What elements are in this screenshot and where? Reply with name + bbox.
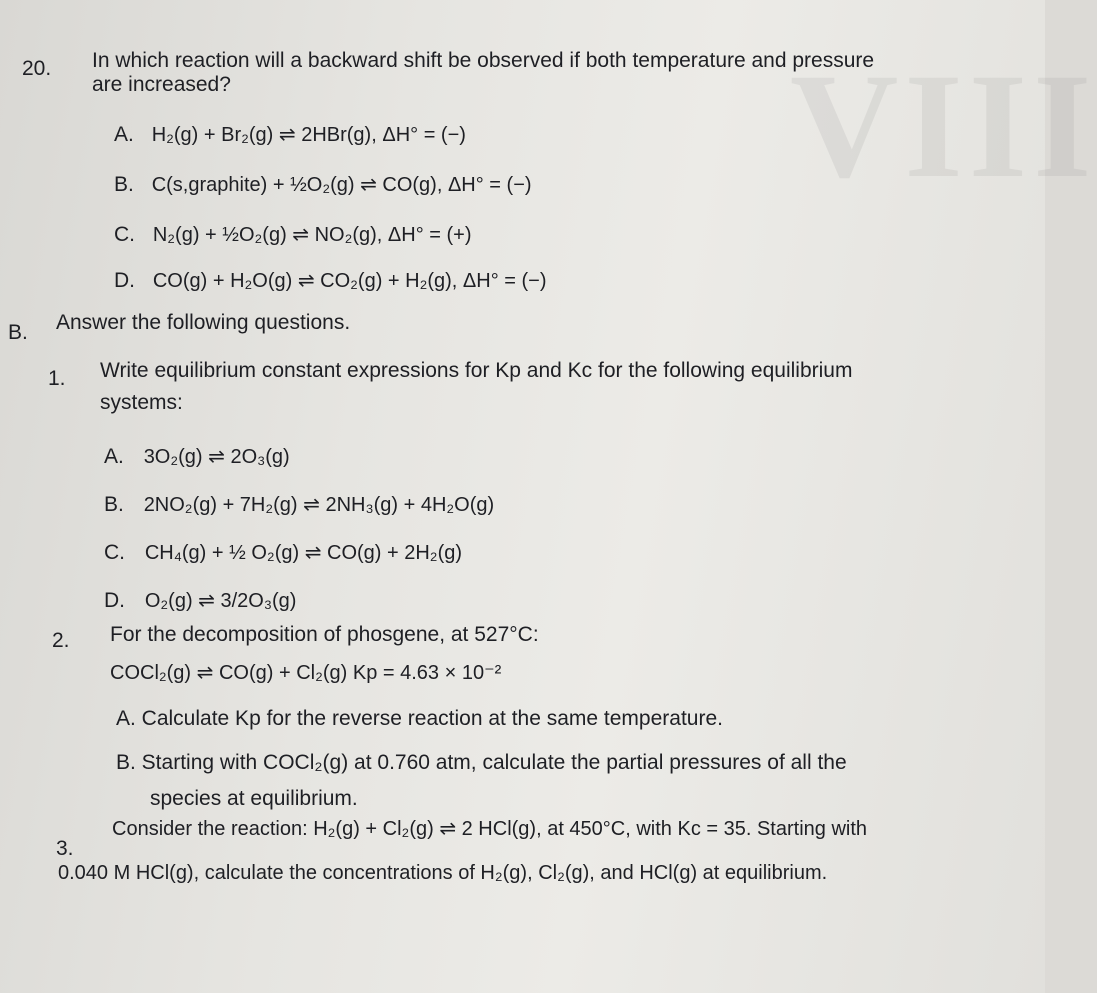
section-b-label: B. xyxy=(8,321,28,344)
q1-item-a: A. 3O₂(g) ⇌ 2O₃(g) xyxy=(104,445,290,468)
q2-equation: COCl₂(g) ⇌ CO(g) + Cl₂(g) Kp = 4.63 × 10⁻² xyxy=(110,662,502,684)
q2-part-a: A. Calculate Kp for the reverse reaction at the same temperature. xyxy=(116,707,723,730)
q1-text-line2: systems: xyxy=(100,391,183,414)
q2-number: 2. xyxy=(52,629,70,652)
q1-item-c-equation: CH₄(g) + ½ O₂(g) ⇌ CO(g) + 2H₂(g) xyxy=(144,542,463,564)
q20-number: 20. xyxy=(22,57,52,80)
q20-text-line1: In which reaction will a backward shift be observed if both temperature and pressure xyxy=(92,49,875,72)
q3-number: 3. xyxy=(56,837,74,860)
q20-option-a: A. H₂(g) + Br₂(g) ⇌ 2HBr(g), ΔH° = (−) xyxy=(114,123,466,146)
q1-item-d-equation: O₂(g) ⇌ 3/2O₃(g) xyxy=(144,590,297,612)
q2-text: For the decomposition of phosgene, at 527°C: xyxy=(110,623,539,646)
q3-text-line1: Consider the reaction: H₂(g) + Cl₂(g) ⇌ 2 HCl(g), at 450°C, with Kc = 35. Starting with xyxy=(112,818,868,840)
q1-text-line1: Write equilibrium constant expressions for Kp and Kc for the following equilibrium xyxy=(100,359,853,382)
q1-item-d: D. O₂(g) ⇌ 3/2O₃(g) xyxy=(104,589,297,612)
q20-option-a-equation: H₂(g) + Br₂(g) ⇌ 2HBr(g), ΔH° = (−) xyxy=(151,124,466,146)
q2-part-b-line1: B. Starting with COCl₂(g) at 0.760 atm, calculate the partial pressures of all the xyxy=(116,751,847,774)
section-b-title: Answer the following questions. xyxy=(56,311,351,334)
q1-item-b: B. 2NO₂(g) + 7H₂(g) ⇌ 2NH₃(g) + 4H₂O(g) xyxy=(104,493,495,516)
q20-option-d-equation: CO(g) + H₂O(g) ⇌ CO₂(g) + H₂(g), ΔH° = (−) xyxy=(152,270,547,292)
q20-option-c: C. N₂(g) + ½O₂(g) ⇌ NO₂(g), ΔH° = (+) xyxy=(114,223,472,246)
background-bleed-through: VIII xyxy=(790,43,1097,209)
q1-item-a-equation: 3O₂(g) ⇌ 2O₃(g) xyxy=(143,446,290,468)
q1-number: 1. xyxy=(48,367,66,390)
q3-text-line2: 0.040 M HCl(g), calculate the concentrations of H₂(g), Cl₂(g), and HCl(g) at equilibrium. xyxy=(58,862,828,884)
q2-part-b-line2: species at equilibrium. xyxy=(150,787,358,810)
q20-text-line2: are increased? xyxy=(92,73,231,96)
q1-item-c: C. CH₄(g) + ½ O₂(g) ⇌ CO(g) + 2H₂(g) xyxy=(104,541,463,564)
q20-option-c-equation: N₂(g) + ½O₂(g) ⇌ NO₂(g), ΔH° = (+) xyxy=(152,224,472,246)
q1-item-b-equation: 2NO₂(g) + 7H₂(g) ⇌ 2NH₃(g) + 4H₂O(g) xyxy=(143,494,495,516)
q20-option-b: B. C(s,graphite) + ½O₂(g) ⇌ CO(g), ΔH° = (−) xyxy=(114,173,532,196)
q20-option-b-equation: C(s,graphite) + ½O₂(g) ⇌ CO(g), ΔH° = (−) xyxy=(151,174,532,196)
q20-option-d: D. CO(g) + H₂O(g) ⇌ CO₂(g) + H₂(g), ΔH° = (−) xyxy=(114,269,547,292)
